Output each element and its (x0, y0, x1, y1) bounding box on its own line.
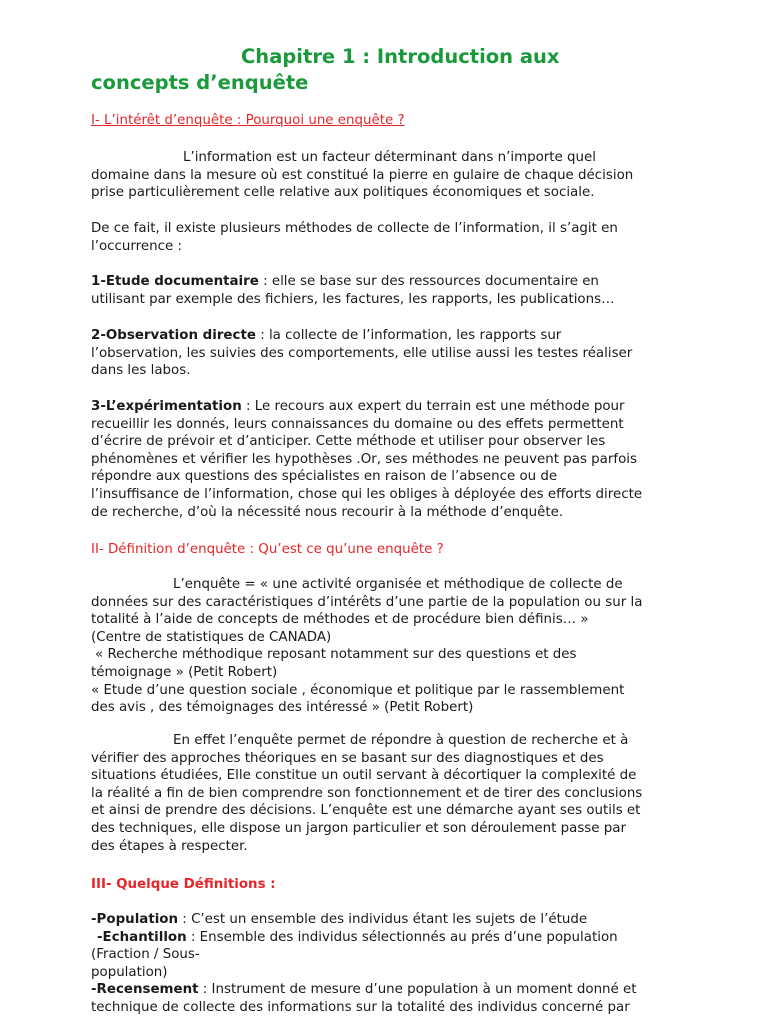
text-line: répondre aux questions des spécialistes en raison de l’absence ou de (91, 469, 558, 485)
text-line: d’écrire de prévoir et d’anticiper. Cette méthode et utiliser pour observer les (91, 434, 606, 450)
text-line: totalité à l’aide de concepts de méthodes et de procédure bien définis… » (91, 612, 589, 628)
methods-intro-paragraph (91, 220, 691, 255)
text-line: L’information est un facteur déterminant dans n’importe quel (183, 150, 596, 165)
text-line: phénomènes et vérifier les hypothèses .Or, ses méthodes ne peuvent pas parfois (91, 451, 637, 467)
text-line: utilisant par exemple des fichiers, les factures, les rapports, les publications… (91, 291, 615, 307)
text-line: : la collecte de l’information, les rapports sur (255, 328, 562, 343)
list-item (91, 929, 691, 947)
text-line: des techniques, elle dispose un jargon particulier et son déroulement passe par (91, 820, 626, 836)
text-line: de recherche, d’où la nécessité nous recourir à la méthode d’enquête. (91, 504, 564, 520)
text-line: situations étudiées, Elle constitue un outil servant à décortiquer la complexité de (91, 768, 637, 784)
text-line: : elle se base sur des ressources documentaire en (258, 274, 599, 289)
effet-paragraph (91, 732, 691, 855)
text-line: L’enquête = « une activité organisée et méthodique de collecte de (173, 577, 623, 592)
text-line: l’observation, les suivies des comportements, elle utilise aussi les testes réaliser (91, 345, 633, 361)
chapter-title-line-1: Chapitre 1 : Introduction aux (241, 45, 560, 68)
chapter-title-line-2: concepts d’enquête (91, 71, 309, 94)
text-line: données sur des caractéristiques d’intérêts d’une partie de la population ou sur la (91, 594, 643, 610)
text-line: : C’est un ensemble des individus étant les sujets de l’étude (178, 912, 588, 927)
text-line: vérifier des approches théoriques en se basant sur des diagnostiques et des (91, 750, 604, 766)
text-line: « Etude d’une question sociale , économique et politique par le rassemblement (91, 682, 625, 698)
method-2-term: 2-Observation directe (91, 328, 256, 343)
list-item (91, 911, 691, 929)
chapter-title (91, 44, 691, 96)
method-3-paragraph (91, 398, 691, 521)
section-3-heading: III- Quelque Définitions : (91, 877, 276, 892)
text-line: dans les labos. (91, 363, 191, 379)
text-line: : Le recours aux expert du terrain est une méthode pour (241, 399, 625, 414)
text-line: des étapes à respecter. (91, 838, 248, 854)
text-line: De ce fait, il existe plusieurs méthodes de collecte de l’information, il s’agit en (91, 221, 618, 236)
text-line: la réalité a fin de bien comprendre son fonctionnement et de tirer des conclusions (91, 785, 643, 801)
text-line: (Fraction / Sous- (91, 947, 200, 963)
text-line: témoignage » (Petit Robert) (91, 664, 278, 680)
method-2-paragraph (91, 327, 691, 380)
method-1-paragraph (91, 273, 691, 308)
intro-paragraph (91, 149, 691, 202)
echantillon-term: -Echantillon (97, 929, 187, 945)
text-line: des avis , des témoignages des intéressé » (Petit Robert) (91, 700, 474, 716)
text-line: prise particulièrement celle relative aux politiques économiques et sociale. (91, 185, 595, 201)
text-line: : Instrument de mesure d’une population à un moment donné et (198, 982, 637, 998)
population-term: -Population (91, 912, 179, 927)
section-2-heading: II- Définition d’enquête : Qu’est ce qu’une enquête ? (91, 542, 444, 557)
text-line: l’occurrence : (91, 238, 182, 254)
text-line: « Recherche méthodique reposant notamment sur des questions et des (95, 647, 577, 663)
recensement-term: -Recensement (91, 982, 199, 998)
text-line: En effet l’enquête permet de répondre à question de recherche et à (173, 733, 629, 748)
section-1-heading: I- L’intérêt d’enquête : Pourquoi une enquête ? (91, 113, 405, 128)
definitions-list (91, 911, 691, 1017)
text-line: : Ensemble des individus sélectionnés au prés d’une population (186, 929, 618, 945)
list-item (91, 981, 691, 999)
text-line: recueillir les donnés, leurs connaissances du domaine ou des effets permettent (91, 416, 624, 432)
text-line: (Centre de statistiques de CANADA) (91, 629, 332, 645)
text-line: l’insuffisance de l’information, chose qui les obliges à déployée des efforts directe (91, 486, 643, 502)
method-1-term: 1-Etude documentaire (91, 274, 259, 289)
text-line: domaine dans la mesure où est constitué la pierre en gulaire de chaque décision (91, 167, 634, 183)
definition-paragraph (91, 576, 691, 717)
text-line: et ainsi de prendre des décisions. L’enquête est une démarche ayant ses outils et (91, 803, 641, 819)
text-line: technique de collecte des informations sur la totalité des individus concerné par (91, 999, 630, 1015)
text-line: population) (91, 964, 168, 980)
method-3-term: 3-L’expérimentation (91, 399, 242, 414)
